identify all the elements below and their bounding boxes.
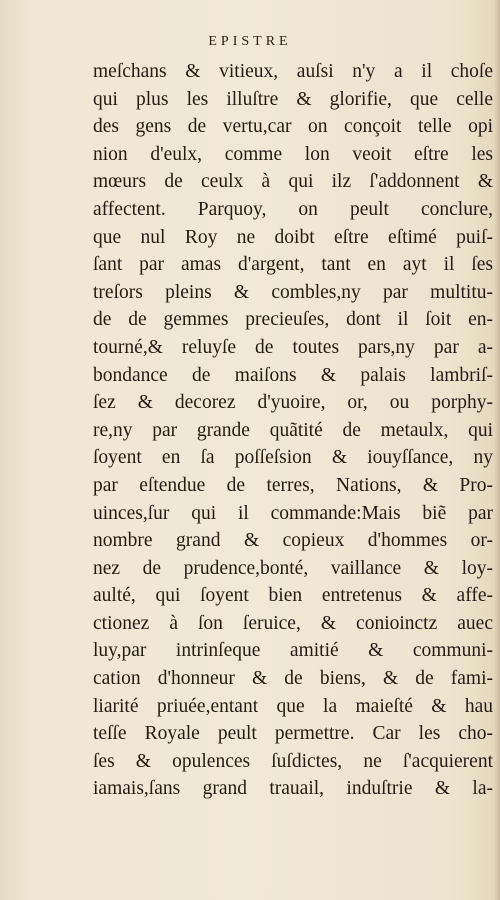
text-line: qui plus les illuſtre & glorifie, que celle (93, 88, 493, 110)
text-line: meſchans & vitieux, auſsi n'y a il choſe (93, 61, 493, 82)
text-line: ſoyent en ſa poſſeſsion & iouyſſance, ny (93, 447, 493, 469)
text-line: uinces,ſur qui il commande:Mais biẽ par (93, 502, 493, 524)
text-line: de de gemmes precieuſes, dont il ſoit en- (93, 309, 493, 331)
text-line: tourné,& reluyſe de toutes pars,ny par a- (93, 336, 493, 358)
text-line: cation d'honneur & de biens, & de fami- (93, 668, 493, 690)
text-line: liarité priuée,entant que la maieſté & hau (93, 695, 493, 717)
text-line: nombre grand & copieux d'hommes or- (93, 530, 493, 552)
text-line: mœurs de ceulx à qui ilz ſ'addonnent & (93, 171, 493, 193)
text-line: affectent. Parquoy, on peult conclure, (93, 198, 493, 220)
page-edge-shadow (494, 0, 500, 900)
text-line: teſſe Royale peult permettre. Car les cho- (93, 723, 493, 745)
text-line: des gens de vertu,car on conçoit telle opi (93, 116, 493, 138)
text-line: ctionez à ſon ſeruice, & conioinctz auec (93, 612, 493, 634)
text-line: ſes & opulences ſuſdictes, ne ſ'acquierent (93, 750, 493, 772)
running-head: EPISTRE (208, 34, 292, 49)
text-line: re,ny par grande quãtité de metaulx, qui (93, 419, 493, 441)
text-line: nion d'eulx, comme lon veoit eſtre les (93, 143, 493, 165)
text-line: ſant par amas d'argent, tant en ayt il ſes (93, 254, 493, 276)
text-line: aulté, qui ſoyent bien entretenus & affe- (93, 585, 493, 607)
text-line: bondance de maiſons & palais lambriſ- (93, 364, 493, 386)
text-line: par eſtendue de terres, Nations, & Pro- (93, 474, 493, 496)
body-text (93, 58, 493, 803)
text-line: luy,par intrinſeque amitié & communi- (93, 640, 493, 662)
text-line: nez de prudence,bonté, vaillance & loy- (93, 557, 493, 579)
text-line: que nul Roy ne doibt eſtre eſtimé puiſ- (93, 226, 493, 248)
text-line: treſors pleins & combles,ny par multitu- (93, 281, 493, 303)
text-line: iamais,ſans grand trauail, induſtrie & la- (93, 778, 493, 800)
text-line: ſez & decorez d'yuoire, or, ou porphy- (93, 392, 493, 414)
